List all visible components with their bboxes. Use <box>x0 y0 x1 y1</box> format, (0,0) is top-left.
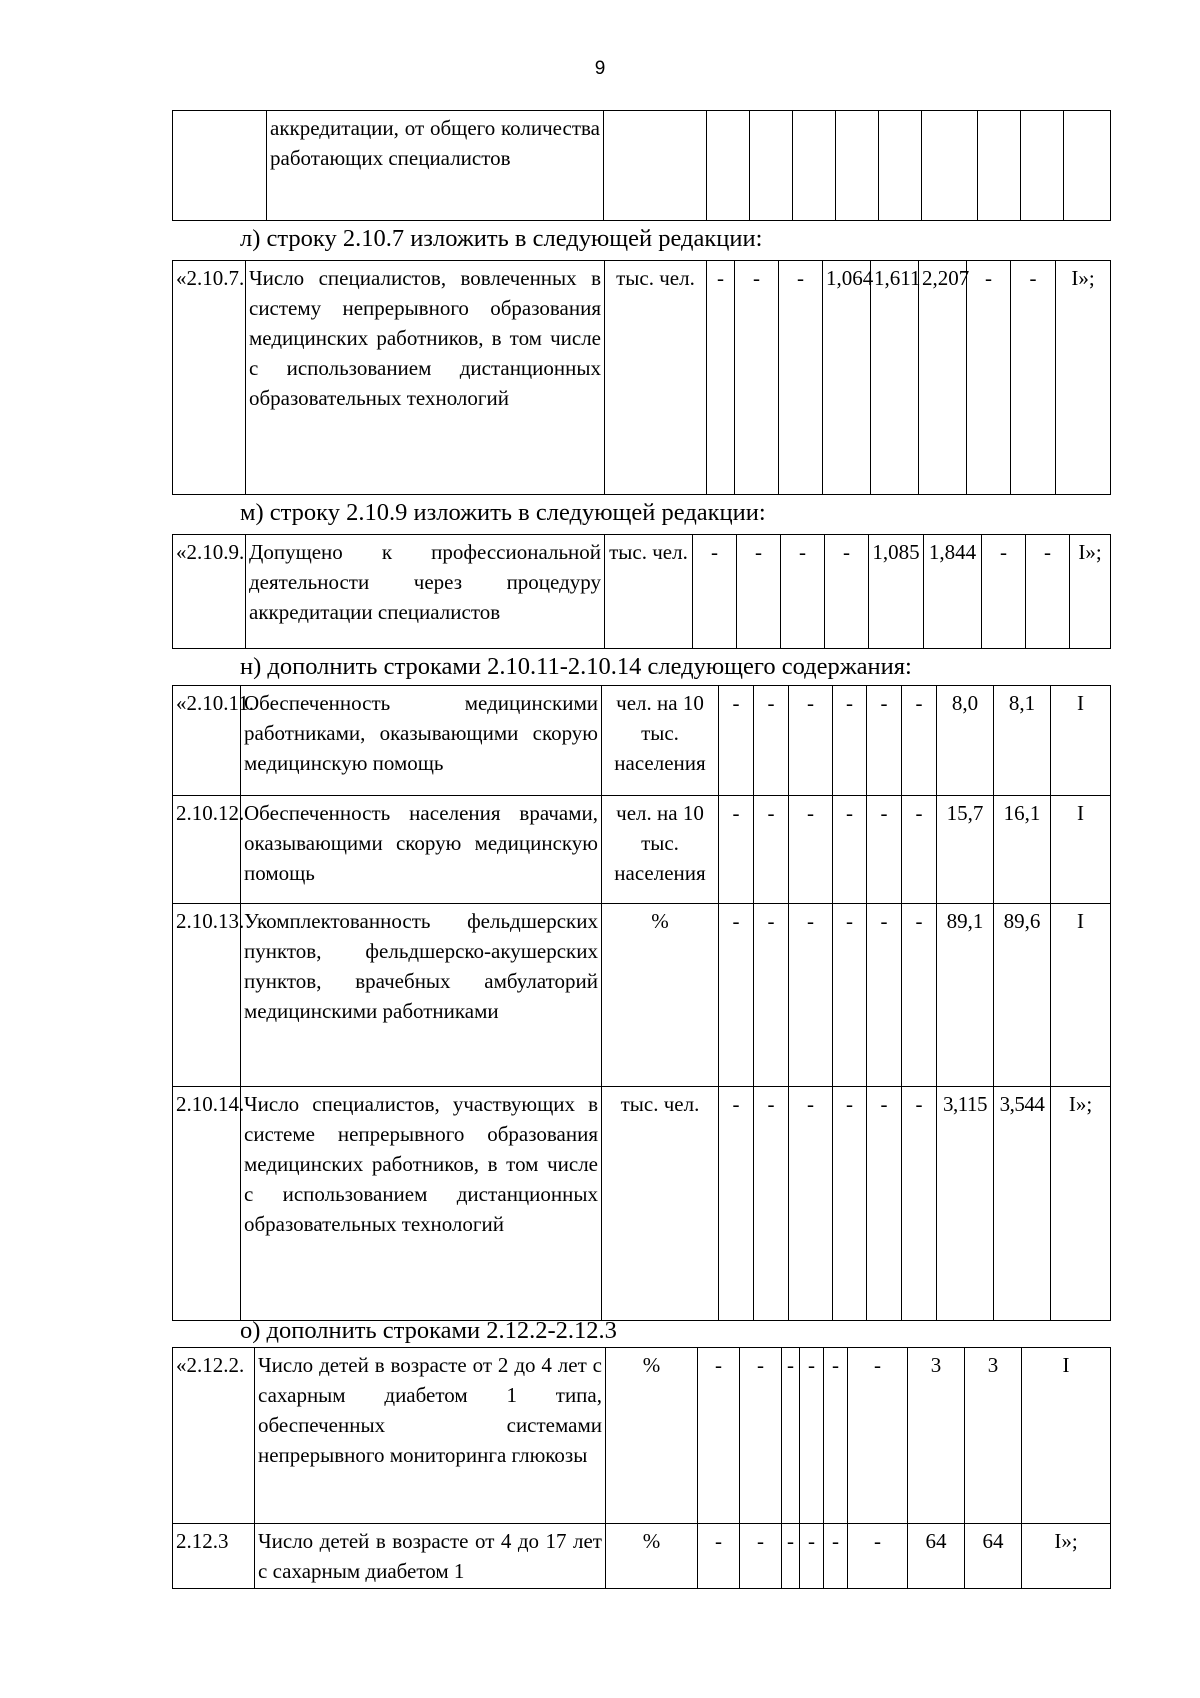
value-cell: - <box>833 1087 867 1321</box>
value-cell: - <box>754 904 789 1087</box>
row-number: 2.10.12. <box>173 796 241 904</box>
value-cell: - <box>800 1348 824 1524</box>
row-number: «2.10.9. <box>173 535 246 649</box>
table-2-10-7 <box>172 260 1111 495</box>
table-row <box>173 1087 1111 1321</box>
value-cell: - <box>719 1087 754 1321</box>
value-cell: - <box>867 686 902 796</box>
value-cell: - <box>824 1524 848 1589</box>
value-cell: - <box>967 261 1011 495</box>
value-cell: 8,0 <box>937 686 994 796</box>
value-cell: - <box>754 796 789 904</box>
value-cell: 64 <box>908 1524 965 1589</box>
value-cell: - <box>902 796 937 904</box>
table-row <box>173 686 1111 796</box>
row-description: аккредитации, от общего количества работающих специалистов <box>267 111 604 221</box>
value-cell: - <box>782 1524 800 1589</box>
value-cell: - <box>782 1348 800 1524</box>
value-cell: - <box>719 904 754 1087</box>
table-row <box>173 796 1111 904</box>
row-number: «2.10.11. <box>173 686 241 796</box>
value-cell: - <box>789 1087 833 1321</box>
row-unit: тыс. чел. <box>605 261 707 495</box>
value-cell: - <box>833 796 867 904</box>
value-cell: - <box>789 686 833 796</box>
table-row <box>173 261 1111 495</box>
value-cell: - <box>719 686 754 796</box>
value-cell: - <box>833 904 867 1087</box>
instruction-n: н) дополнить строками 2.10.11-2.10.14 следующего содержания: <box>240 653 912 680</box>
value-cell: - <box>735 261 779 495</box>
row-unit: % <box>606 1348 698 1524</box>
value-cell: - <box>982 535 1026 649</box>
value-cell: - <box>754 686 789 796</box>
row-unit: % <box>602 904 719 1087</box>
value-cell: 8,1 <box>994 686 1051 796</box>
row-number: 2.10.13. <box>173 904 241 1087</box>
value-cell: - <box>779 261 823 495</box>
table-continuation <box>172 110 1111 221</box>
value-cell: - <box>1026 535 1070 649</box>
value-cell: - <box>825 535 869 649</box>
row-number: 2.10.14. <box>173 1087 241 1321</box>
row-description: Число специалистов, вовлеченных в систему непрерывного образования медицинских работников, в том числе с использованием дистанционных образовательных технологий <box>246 261 605 495</box>
value-cell: 1,611 <box>871 261 919 495</box>
table-2-12-2-3 <box>172 1347 1111 1589</box>
row-last-cell: I <box>1051 904 1111 1087</box>
instruction-l: л) строку 2.10.7 изложить в следующей редакции: <box>240 225 763 252</box>
row-last-cell: I»; <box>1070 535 1111 649</box>
value-cell: - <box>902 686 937 796</box>
row-last-cell: I»; <box>1022 1524 1111 1589</box>
row-unit: тыс. чел. <box>605 535 693 649</box>
value-cell: 89,1 <box>937 904 994 1087</box>
row-description: Обеспеченность медицинскими работниками, оказывающими скорую медицинскую помощь <box>241 686 602 796</box>
row-unit: тыс. чел. <box>602 1087 719 1321</box>
value-cell: - <box>800 1524 824 1589</box>
value-cell: - <box>867 796 902 904</box>
value-cell: 3 <box>965 1348 1022 1524</box>
value-cell: - <box>789 796 833 904</box>
row-number-cell <box>173 111 267 221</box>
table-row <box>173 535 1111 649</box>
value-cell: - <box>698 1524 740 1589</box>
value-cell: 64 <box>965 1524 1022 1589</box>
instruction-m: м) строку 2.10.9 изложить в следующей редакции: <box>240 499 766 526</box>
row-description: Число детей в возрасте от 4 до 17 лет с сахарным диабетом 1 <box>255 1524 606 1589</box>
value-cell: - <box>707 261 735 495</box>
value-cell: - <box>740 1348 782 1524</box>
table-row <box>173 904 1111 1087</box>
value-cell: 89,6 <box>994 904 1051 1087</box>
value-cell: - <box>719 796 754 904</box>
table-row <box>173 1348 1111 1524</box>
row-description: Укомплектованность фельдшерских пунктов, фельдшерско-акушерских пунктов, врачебных амбулаторий медицинскими работниками <box>241 904 602 1087</box>
value-cell: 2,207 <box>919 261 967 495</box>
value-cell: 3,115 <box>937 1087 994 1321</box>
value-cell: - <box>902 1087 937 1321</box>
value-cell: - <box>740 1524 782 1589</box>
row-unit: % <box>606 1524 698 1589</box>
value-cell: 15,7 <box>937 796 994 904</box>
instruction-o: о) дополнить строками 2.12.2-2.12.3 <box>240 1317 617 1344</box>
value-cell: 1,064 <box>823 261 871 495</box>
value-cell: - <box>902 904 937 1087</box>
value-cell: - <box>781 535 825 649</box>
row-last-cell: I»; <box>1056 261 1111 495</box>
value-cell: 3,544 <box>994 1087 1051 1321</box>
row-description: Обеспеченность населения врачами, оказывающими скорую медицинскую помощь <box>241 796 602 904</box>
row-last-cell: I»; <box>1051 1087 1111 1321</box>
row-unit: чел. на 10 тыс. населения <box>602 686 719 796</box>
value-cell: - <box>693 535 737 649</box>
page-number: 9 <box>594 58 606 79</box>
value-cell: - <box>848 1524 908 1589</box>
value-cell: - <box>867 1087 902 1321</box>
value-cell: 1,085 <box>869 535 924 649</box>
row-number: 2.12.3 <box>173 1524 255 1589</box>
table-row <box>173 1524 1111 1589</box>
row-last-cell: I <box>1051 686 1111 796</box>
table-2-10-11-14 <box>172 685 1111 1321</box>
value-cell: - <box>867 904 902 1087</box>
value-cell: 3 <box>908 1348 965 1524</box>
row-description: Допущено к профессиональной деятельности через процедуру аккредитации специалистов <box>246 535 605 649</box>
value-cell: - <box>833 686 867 796</box>
value-cell: - <box>824 1348 848 1524</box>
table-2-10-9 <box>172 534 1111 649</box>
value-cell: - <box>737 535 781 649</box>
row-description: Число детей в возрасте от 2 до 4 лет с сахарным диабетом 1 типа, обеспеченных системами непрерывного мониторинга глюкозы <box>255 1348 606 1524</box>
table-row <box>173 111 1111 221</box>
value-cell: 16,1 <box>994 796 1051 904</box>
row-last-cell: I <box>1051 796 1111 904</box>
row-unit: чел. на 10 тыс. населения <box>602 796 719 904</box>
value-cell: - <box>848 1348 908 1524</box>
value-cell: - <box>1011 261 1056 495</box>
value-cell: - <box>789 904 833 1087</box>
value-cell: - <box>698 1348 740 1524</box>
row-number: «2.12.2. <box>173 1348 255 1524</box>
row-number: «2.10.7. <box>173 261 246 495</box>
value-cell: 1,844 <box>924 535 982 649</box>
row-last-cell: I <box>1022 1348 1111 1524</box>
row-description: Число специалистов, участвующих в системе непрерывного образования медицинских работников, в том числе с использованием дистанционных образовательных технологий <box>241 1087 602 1321</box>
value-cell: - <box>754 1087 789 1321</box>
